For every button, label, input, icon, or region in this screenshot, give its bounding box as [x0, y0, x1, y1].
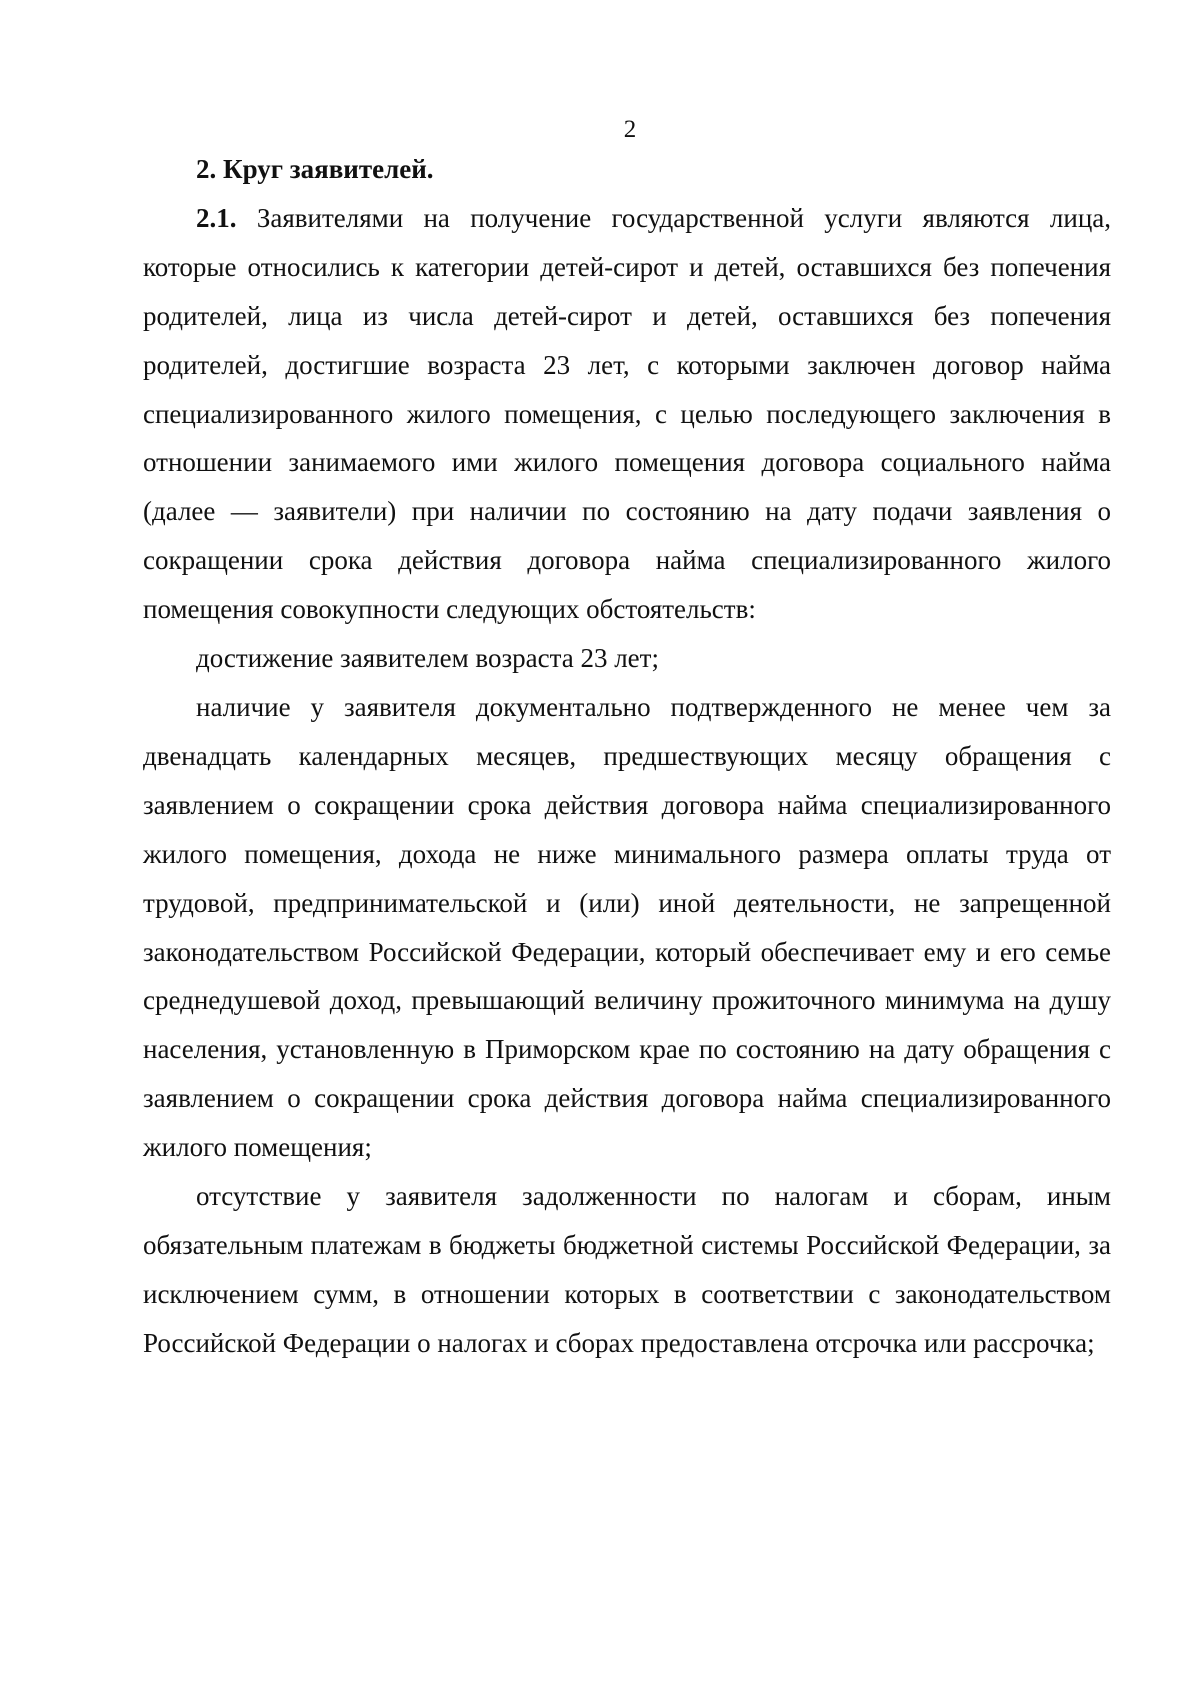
paragraph-condition-no-debt: отсутствие у заявителя задолженности по налогам и сборам, иным обязательным платежам в бюджеты бюджетной системы Российской Федерации, за исключением сумм, в отношении которых в соответствии с законодательством Российской Федерации о налогах и сборах предоставлена отсрочка или рассрочка;	[143, 1181, 1111, 1358]
paragraph-2-1	[143, 194, 1111, 634]
section-heading: 2. Круг заявителей.	[196, 154, 434, 184]
paragraph-text: Заявителями на получение государственной услуги являются лица, которые относились к категории детей-сирот и детей, оставшихся без попечения родителей, лица из числа детей-сирот и детей, оставшихся без попечения родителей, достигшие возраста 23 лет, с которыми заключен договор найма специализированного жилого помещения, с целью последующего заключения в отношении занимаемого ими жилого помещения договора социального найма (далее — заявители) при наличии по состоянию на дату подачи заявления о сокращении срока действия договора найма специализированного жилого помещения совокупности следующих обстоятельств:	[143, 202, 1111, 625]
paragraph-number: 2.1.	[196, 202, 237, 233]
document-body	[143, 145, 1111, 1368]
paragraph-condition-age: достижение заявителем возраста 23 лет;	[196, 643, 659, 674]
page-number: 2	[623, 116, 637, 143]
paragraph-condition-income: наличие у заявителя документально подтвержденного не менее чем за двенадцать календарных месяцев, предшествующих месяцу обращения с заявлением о сокращении срока действия договора найма специализированного жилого помещения, дохода не ниже минимального размера оплаты труда от трудовой, предпринимательской и (или) иной деятельности, не запрещенной законодательством Российской Федерации, который обеспечивает ему и его семье среднедушевой доход, превышающий величину прожиточного минимума на душу населения, установленную в Приморском крае по состоянию на дату обращения с заявлением о сокращении срока действия договора найма специализированного жилого помещения;	[143, 691, 1111, 1163]
